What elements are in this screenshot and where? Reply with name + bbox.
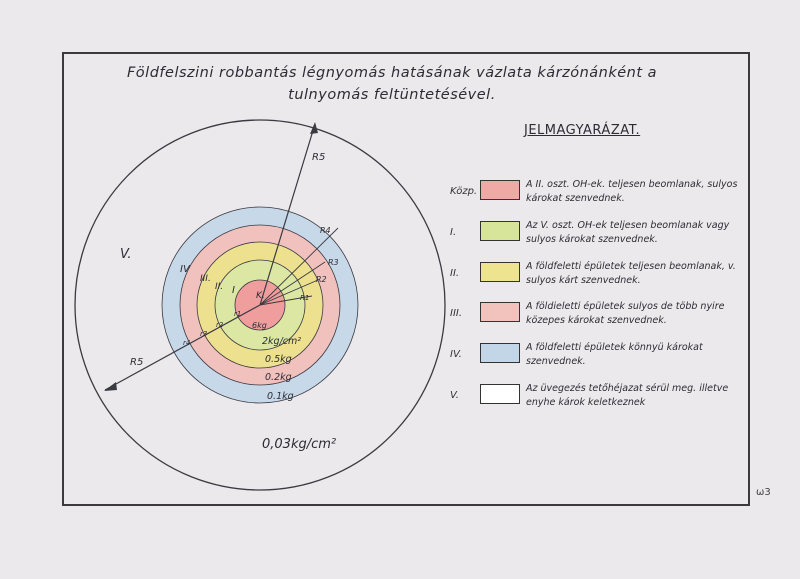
arrow-head-r5-upper [310, 122, 318, 134]
pressure-center: 6kg [252, 321, 267, 330]
legend-swatch [480, 262, 520, 282]
arrow-head-r5-lower [104, 382, 117, 391]
title-line-1: Földfelszini robbantás légnyomás hatásának vázlata kárzónánként a [126, 65, 658, 81]
legend-text: A II. oszt. OH-ek. teljesen beomlanak, sulyos károkat szenvednek. [526, 179, 738, 204]
pressure-outer: 0,03kg/cm² [262, 437, 337, 452]
pressure-iii: 0.2kg [265, 372, 292, 383]
legend-item-iii [450, 302, 750, 338]
legend-code: II. [450, 268, 460, 279]
zone-label-v: V. [120, 247, 132, 262]
legend-text: A földieletti épületek sulyos de több nyire közepes károkat szenvednek. [526, 301, 725, 326]
legend-code: Közp. [450, 186, 478, 197]
zone-label-i: I [232, 285, 235, 296]
legend-text: Az üvegezés tetőhéjazat sérül meg. illetve enyhe károk keletkeznek [526, 383, 729, 408]
radius-label-r1-lower: r1 [234, 310, 242, 318]
radius-label-r3: R3 [328, 258, 339, 267]
legend-text: Az V. oszt. OH-ek teljesen beomlanak vagy sulyos károkat szenvednek. [526, 220, 730, 245]
legend-swatch [480, 384, 520, 404]
legend-text: A földfeletti épületek könnyü károkat szenvednek. [526, 342, 703, 367]
radius-label-r5-lower: R5 [130, 357, 144, 368]
legend-text: A földfeletti épületek teljesen beomlanak, v. sulyos kárt szenvednek. [526, 261, 736, 286]
legend-code: IV. [450, 349, 462, 360]
legend-swatch [480, 302, 520, 322]
radius-label-r2: R2 [316, 275, 327, 284]
legend-item-iv [450, 343, 750, 379]
radius-label-r4-lower: r4 [183, 339, 191, 347]
pressure-i: 2kg/cm² [262, 336, 302, 347]
legend-item-center [450, 180, 750, 216]
legend-swatch [480, 180, 520, 200]
legend-code: I. [450, 227, 457, 238]
radius-label-r3-lower: r3 [200, 330, 208, 338]
radius-label-r5-upper: R5 [312, 152, 326, 163]
page-number: ω3 [756, 487, 771, 498]
legend-code: III. [450, 308, 463, 319]
zone-label-iv: IV [180, 264, 190, 275]
zone-label-ii: II. [215, 282, 224, 292]
legend-heading: JELMAGYARÁZAT. [524, 123, 641, 138]
zone-label-center: K. [256, 291, 265, 301]
legend-code: V. [450, 390, 459, 401]
radius-label-r2-lower: r2 [216, 321, 224, 329]
legend-item-ii [450, 262, 750, 298]
legend-swatch [480, 221, 520, 241]
radius-label-r4: R4 [320, 226, 331, 235]
zone-label-iii: III. [200, 274, 211, 284]
legend-swatch [480, 343, 520, 363]
pressure-ii: 0.5kg [265, 354, 292, 365]
legend-item-v [450, 384, 750, 420]
pressure-iv: 0.1kg [267, 391, 294, 402]
radius-label-r1: R1 [300, 294, 310, 302]
title-line-2: tulnyomás feltüntetésével. [288, 87, 496, 103]
legend-item-i [450, 221, 750, 257]
